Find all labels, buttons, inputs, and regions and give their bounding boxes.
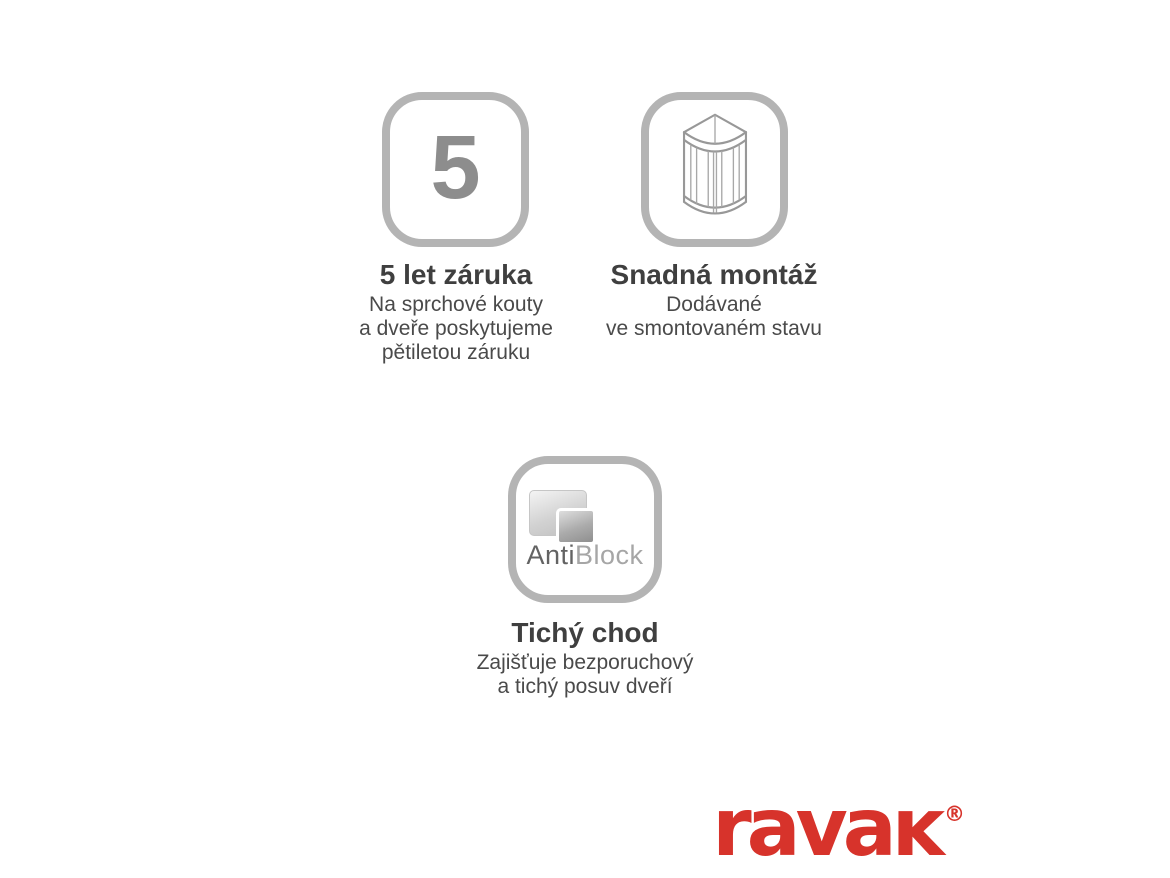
warranty-line-1: Na sprchové kouty bbox=[369, 293, 543, 316]
antiblock-badge bbox=[508, 456, 662, 603]
warranty-line-2: a dveře poskytujeme bbox=[359, 317, 553, 340]
ravak-logo-text: ravaĸ bbox=[712, 781, 940, 874]
antiblock-label bbox=[516, 540, 654, 571]
antiblock-label-light: Block bbox=[575, 540, 644, 570]
assembly-line-2: ve smontovaném stavu bbox=[606, 317, 822, 340]
warranty-badge bbox=[382, 92, 529, 247]
warranty-caption bbox=[316, 260, 596, 365]
warranty-title: 5 let záruka bbox=[379, 259, 533, 290]
antiblock-label-dark: Anti bbox=[526, 540, 575, 570]
assembly-title: Snadná montáž bbox=[610, 259, 818, 290]
quiet-operation-line-1: Zajišťuje bezporuchový bbox=[476, 651, 694, 674]
quiet-operation-caption bbox=[445, 618, 725, 699]
quiet-operation-line-2: a tichý posuv dveří bbox=[497, 675, 673, 698]
warranty-line-3: pětiletou záruku bbox=[381, 341, 531, 364]
assembly-line-1: Dodávané bbox=[666, 293, 762, 316]
assembly-caption bbox=[574, 260, 854, 341]
registered-trademark-icon: ® bbox=[944, 802, 965, 826]
ravak-logo bbox=[712, 781, 965, 874]
number-5-icon: 5 bbox=[430, 117, 481, 218]
assembly-badge bbox=[641, 92, 788, 247]
quiet-operation-title: Tichý chod bbox=[511, 617, 659, 648]
shower-enclosure-icon bbox=[676, 107, 754, 232]
